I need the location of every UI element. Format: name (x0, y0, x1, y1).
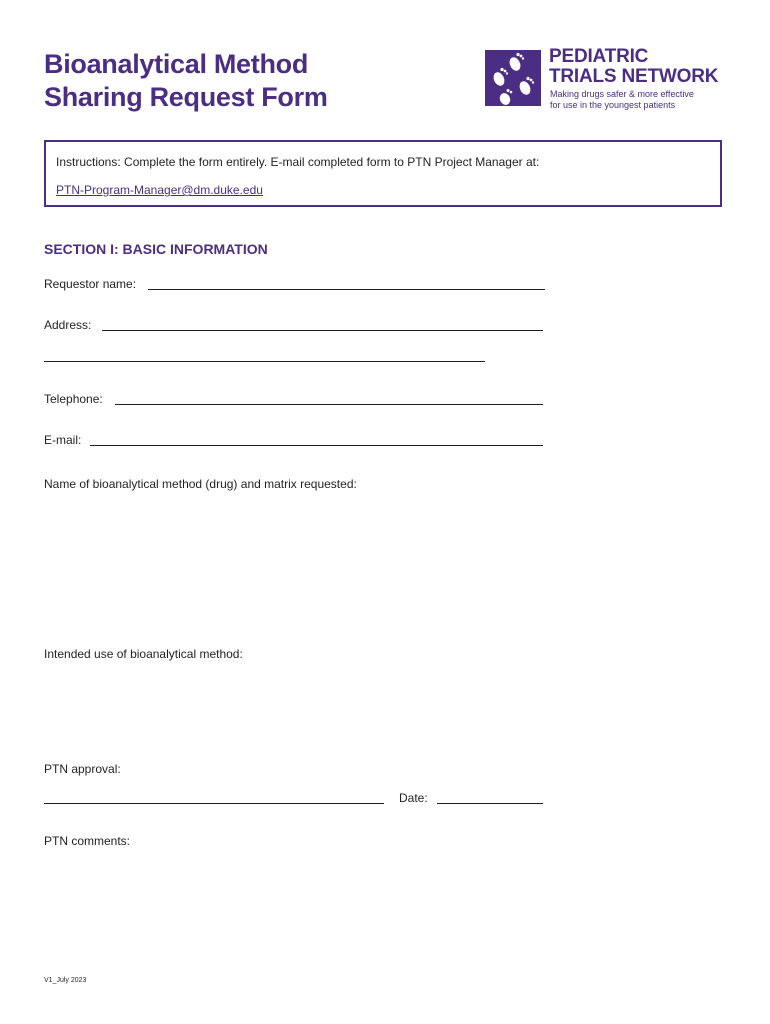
instructions-text: Instructions: Complete the form entirely. E-mail completed form to PTN Project Manager at: (56, 155, 540, 169)
logo-tagline-line-1: Making drugs safer & more effective (550, 89, 694, 99)
date-field[interactable] (437, 803, 543, 804)
telephone-field[interactable] (115, 404, 543, 405)
email-field[interactable] (90, 445, 543, 446)
email-label: E-mail: (44, 433, 82, 447)
intended-use-label: Intended use of bioanalytical method: (44, 647, 243, 661)
date-label: Date: (399, 791, 428, 805)
requestor-field[interactable] (148, 289, 545, 290)
logo-name-line-1: PEDIATRIC (549, 46, 649, 67)
section-heading: SECTION I: BASIC INFORMATION (44, 241, 268, 257)
title-line-2: Sharing Request Form (44, 82, 328, 112)
title-line-1: Bioanalytical Method (44, 49, 309, 79)
footprints-icon (485, 50, 541, 106)
address-field[interactable] (102, 330, 543, 331)
address-label: Address: (44, 318, 92, 332)
method-label: Name of bioanalytical method (drug) and matrix requested: (44, 477, 357, 491)
address-field-line-2[interactable] (44, 361, 485, 362)
logo-name (549, 47, 718, 87)
page-title (44, 48, 328, 114)
approval-signature-field[interactable] (44, 803, 384, 804)
logo-tagline (550, 89, 694, 110)
telephone-label: Telephone: (44, 392, 103, 406)
requestor-label: Requestor name: (44, 277, 137, 291)
version-footer: V1_July 2023 (44, 977, 87, 984)
instructions-email-link[interactable]: PTN-Program-Manager@dm.duke.edu (56, 183, 263, 197)
approval-label: PTN approval: (44, 762, 121, 776)
comments-label: PTN comments: (44, 834, 131, 848)
logo-name-line-2: TRIALS NETWORK (549, 66, 719, 87)
logo-tagline-line-2: for use in the youngest patients (550, 99, 676, 110)
